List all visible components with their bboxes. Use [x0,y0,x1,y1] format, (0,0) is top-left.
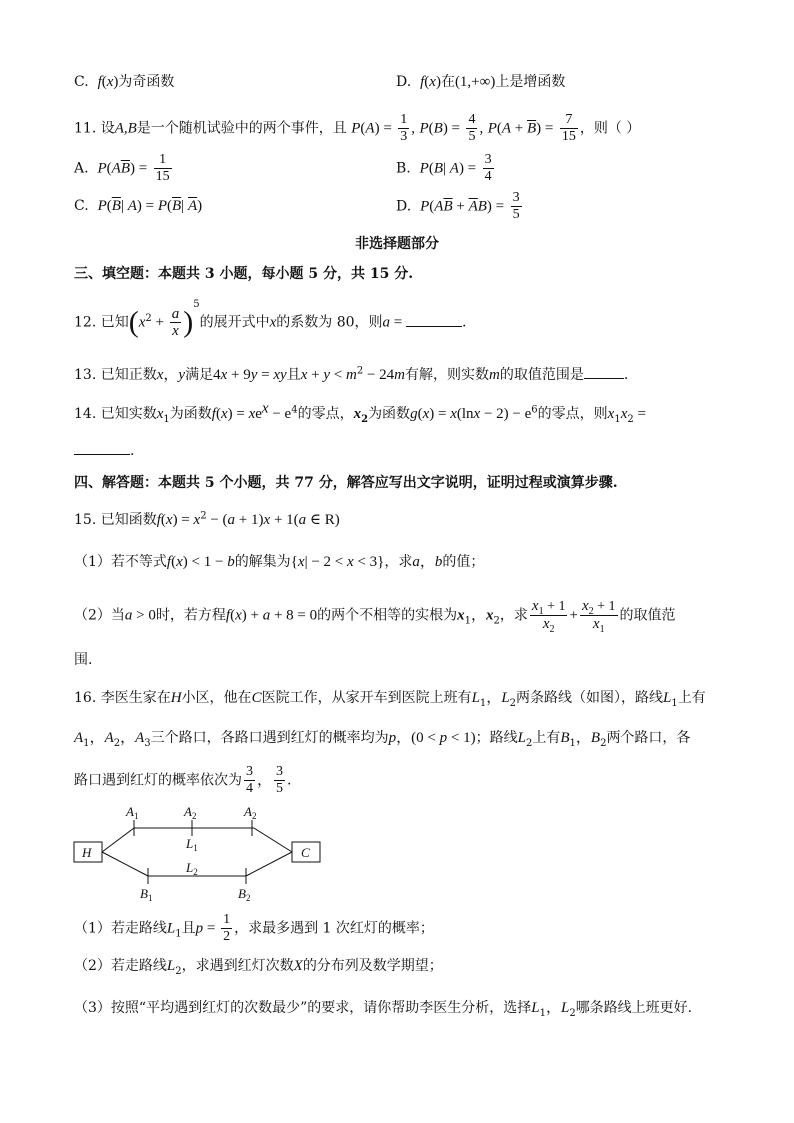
label-a1: $A_1$ [126,804,139,821]
q10-option-d: D. f(x)在(1,+∞)上是增函数 [396,74,566,90]
q16-part3: （3）按照“平均遇到红灯的次数最少”的要求，请你帮助李医生分析，选择$L_1$，$L_2$哪条路线上班更好. [74,1000,693,1019]
q11-option-d: D. $P(A\overline{B} + \overline{A}B)$ = $\frac{3}{5}$ [396,190,520,222]
q15-part1: （1）若不等式f(x) < 1 − b的解集为{x| − 2 < x < 3}，求a，b的值； [74,554,485,570]
q10-option-c: C. f(x)为奇函数 [74,74,175,90]
q15-stem: 15. 已知函数$f(x) = x^2 - (a + 1)x + 1(a$ ∈ R) [74,510,340,528]
q16-part1: （1）若走路线$L_1$且p = $\frac{1}{2}$ ，求最多遇到 1 次红灯的概率； [74,912,434,944]
q16-part2: （2）若走路线$L_2$，求遇到红灯次数X的分布列及数学期望； [74,958,443,977]
section4-title: 四、解答题：本题共 5 个小题，共 77 分，解答应写出文字说明，证明过程或演算步骤. [74,475,618,491]
section-nonchoice-title: 非选择题部分 [355,236,439,252]
q13-stem: 13. 已知正数x，y满足4x + 9y = xy且$x + y < m^2 - 24m$有解，则实数m的取值范围是 . [74,365,629,383]
q14-answer-blank: . [74,440,134,461]
q11-option-c: C. $P(\overline{B}|$ $A) = P(\overline{B}|$ $\overline{A}$) [74,198,203,214]
q14-stem: 14. 已知实数$x_1$为函数$f(x) = xe^x - e^4$的零点，$x_2$为函数$g(x) = x(\ln x - 2) - e^6$的零点，则$x_1x_2$ = [74,400,646,425]
q16-stem-line2: $A_1$，$A_2$，$A_3$三个路口，各路口遇到红灯的概率均为p，(0 < p < 1)；路线$L_2$上有$B_1$，$B_2$两个路口，各 [74,730,691,749]
label-h: H [82,845,92,860]
section3-title: 三、填空题：本题共 3 小题，每小题 5 分，共 15 分. [74,266,414,282]
route-diagram [70,802,330,902]
q16-stem-line3: 路口遇到红灯的概率依次为 $\frac{3}{4}$ ， $\frac{3}{5}$ . [74,764,292,796]
label-a3: $A_2$ [244,804,257,821]
q11-option-b: B. P(B| A) = $\frac{3}{4}$ [396,152,492,184]
q15-part2: （2）当a > 0时，若方程f(x) + a + 8 = 0的两个不相等的实根为$x_1$，$x_2$，求 $\frac{x_1 + 1}{x_2}$ + $\frac{x_2 + 1}{x_1}$ 的取值范 [74,598,676,635]
label-l1: $L_1$ [186,836,198,853]
q11-stem: 11. 设A,B是一个随机试验中的两个事件，且 P(A) = $\frac{1}{3}$ , P(B) = $\frac{4}{5}$ , $P(A + \overline{B})$ = $\frac{7}{15}$ ，则（ ） [74,112,641,144]
label-b1: $B_1$ [140,886,153,902]
label-b2: $B_2$ [238,886,251,902]
label-l2: $L_2$ [186,860,198,877]
label-c: C [301,845,310,860]
q11-option-a: A. $P(A\overline{B})$ = $\frac{1}{15}$ [74,152,170,184]
q15-part2-continued: 围. [74,652,93,668]
label-a2: $A_2$ [184,804,197,821]
q16-stem-line1: 16. 李医生家在H小区，他在C医院工作，从家开车到医院上班有$L_1$，$L_2$两条路线（如图），路线$L_1$上有 [74,690,706,709]
q12-stem: 12. 已知($x^2$ + $\frac{a}{x}$ )$^5$的展开式中x的系数为 80，则a = . [74,298,467,339]
